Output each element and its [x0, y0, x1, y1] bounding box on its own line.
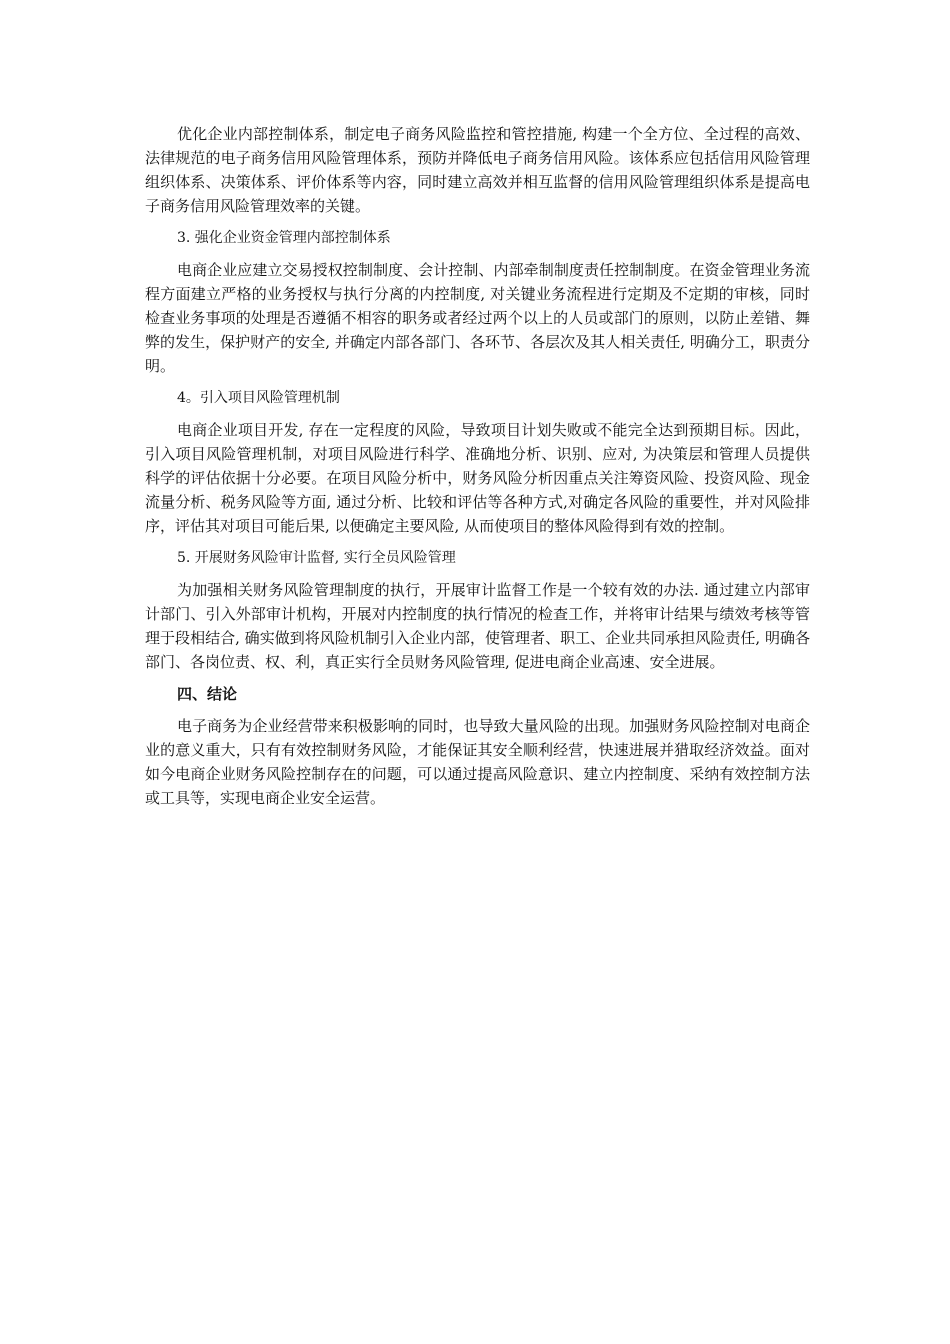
- heading-audit-supervision: 5. 开展财务风险审计监督, 实行全员风险管理: [177, 550, 456, 566]
- document-body: [145, 122, 810, 818]
- paragraph-internal-control: 优化企业内部控制体系，制定电子商务风险监控和管控措施, 构建一个全方位、全过程的高效、法律规范的电子商务信用风险管理体系，预防并降低电子商务信用风险。该体系应包括信用风险管理组织体系、决策体系、评价体系等内容，同时建立高效并相互监督的信用风险管理组织体系是提高电子商务信用风险管理效率的关键。: [145, 125, 810, 215]
- paragraph-conclusion: 电子商务为企业经营带来积极影响的同时，也导致大量风险的出现。加强财务风险控制对电商企业的意义重大，只有有效控制财务风险，才能保证其安全顺利经营，快速进展并猎取经济效益。面对如今电商企业财务风险控制存在的问题，可以通过提高风险意识、建立内控制度、采纳有效控制方法或工具等，实现电商企业安全运营。: [145, 717, 810, 807]
- paragraph-project-risk: 电商企业项目开发, 存在一定程度的风险，导致项目计划失败或不能完全达到预期目标。因此，引入项目风险管理机制，对项目风险进行科学、准确地分析、识别、应对, 为决策层和管理人员提供科学的评估依据十分必要。在项目风险分析中，财务风险分析因重点关注筹资风险、投资风险、现金流量分析、税务风险等方面, 通过分析、比较和评估等各种方式,对确定各风险的重要性，并对风险排序，评估其对项目可能后果, 以便确定主要风险, 从而使项目的整体风险得到有效的控制。: [145, 421, 810, 535]
- paragraph-fund-management: 电商企业应建立交易授权控制制度、会计控制、内部牵制制度责任控制制度。在资金管理业务流程方面建立严格的业务授权与执行分离的内控制度, 对关键业务流程进行定期及不定期的审核，同时检查业务事项的处理是否遵循不相容的职务或者经过两个以上的人员或部门的原则，以防止差错、舞弊的发生，保护财产的安全, 并确定内部各部门、各环节、各层次及其人相关责任, 明确分工，职责分明。: [145, 261, 810, 375]
- heading-project-risk: 4。引入项目风险管理机制: [177, 390, 340, 406]
- heading-fund-management: 3. 强化企业资金管理内部控制体系: [177, 230, 391, 246]
- paragraph-audit-supervision: 为加强相关财务风险管理制度的执行，开展审计监督工作是一个较有效的办法. 通过建立内部审计部门、引入外部审计机构，开展对内控制度的执行情况的检查工作，并将审计结果与绩效考核等管理于段相结合, 确实做到将风险机制引入企业内部，使管理者、职工、企业共同承担风险责任, 明确各部门、各岗位责、权、利，真正实行全员财务风险管理, 促进电商企业高速、安全进展。: [145, 581, 810, 671]
- heading-conclusion: 四、结论: [177, 685, 238, 703]
